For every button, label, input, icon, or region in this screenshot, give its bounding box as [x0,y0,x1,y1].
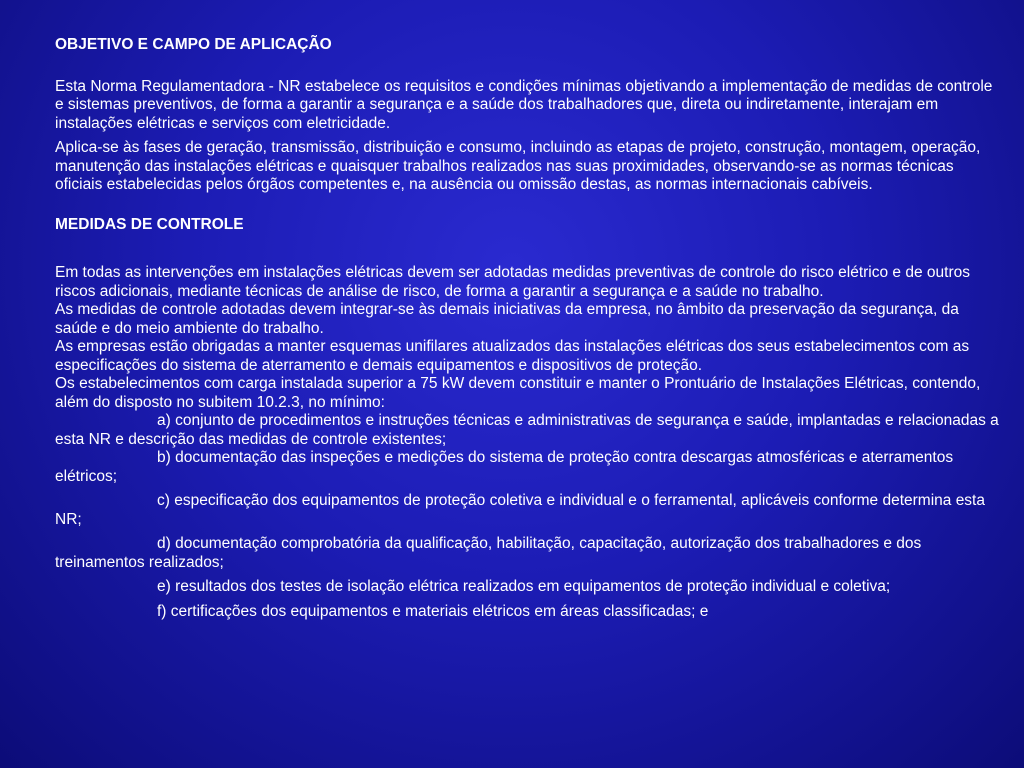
list-item-b [55,449,1000,486]
paragraph-prontuario: Os estabelecimentos com carga instalada superior a 75 kW devem constituir e manter o Prontuário de Instalações Elétricas, contendo, além do disposto no subitem 10.2.3, no mínimo: [55,375,981,411]
section-title-medidas: MEDIDAS DE CONTROLE [55,215,244,233]
list-item-f [55,603,1000,622]
paragraph-intervencoes: Em todas as intervenções em instalações elétricas devem ser adotadas medidas preventivas de controle do risco elétrico e de outros riscos adicionais, mediante técnicas de análise de risco, de forma a garantir a segurança e a saúde no trabalho. [55,264,970,300]
list-item-text: d) documentação comprobatória da qualificação, habilitação, capacitação, autorização dos trabalhadores e dos treinamentos realizados; [55,535,922,571]
list-item-a [55,412,1000,449]
list-item-d [55,535,1000,572]
paragraph-medidas-integrar: As medidas de controle adotadas devem integrar-se às demais iniciativas da empresa, no âmbito da preservação da segurança, da saúde e do meio ambiente do trabalho. [55,301,959,337]
list-item-text: b) documentação das inspeções e medições do sistema de proteção contra descargas atmosféricas e aterramentos elétricos; [55,449,954,485]
list-item-text: c) especificação dos equipamentos de proteção coletiva e individual e o ferramental, aplicáveis conforme determina esta NR; [55,492,985,528]
list-item-text: f) certificações dos equipamentos e materiais elétricos em áreas classificadas; e [157,602,709,620]
paragraph-norma: Esta Norma Regulamentadora - NR estabelece os requisitos e condições mínimas objetivando a implementação de medidas de controle e sistemas preventivos, de forma a garantir a segurança e a saúde dos trabalhadores que, direta ou indiretamente, interajam em instalações elétricas e serviços com eletricidade. [55,77,993,132]
paragraph-esquemas-unifilares: As empresas estão obrigadas a manter esquemas unifilares atualizados das instalações elétricas dos seus estabelecimentos com as especificações do sistema de aterramento e demais equipamentos e dispositivos de proteção. [55,338,970,374]
list-item-text: a) conjunto de procedimentos e instruções técnicas e administrativas de segurança e saúde, implantadas e relacionadas a esta NR e descrição das medidas de controle existentes; [55,412,999,448]
section-title-objetivo: OBJETIVO E CAMPO DE APLICAÇÃO [55,36,332,53]
paragraph-aplica: Aplica-se às fases de geração, transmissão, distribuição e consumo, incluindo as etapas de projeto, construção, montagem, operação, manutenção das instalações elétricas e quaisquer trabalhos realizados nas suas proximidades, observando-se as normas técnicas oficiais estabelecidas pelos órgãos competentes e, na ausência ou omissão destas, as normas internacionais cabíveis. [55,139,981,193]
list-item-text: e) resultados dos testes de isolação elétrica realizados em equipamentos de proteção individual e coletiva; [157,578,891,595]
list-item-c [55,492,1000,529]
list-item-e [55,578,1000,597]
slide-content [55,36,1000,621]
